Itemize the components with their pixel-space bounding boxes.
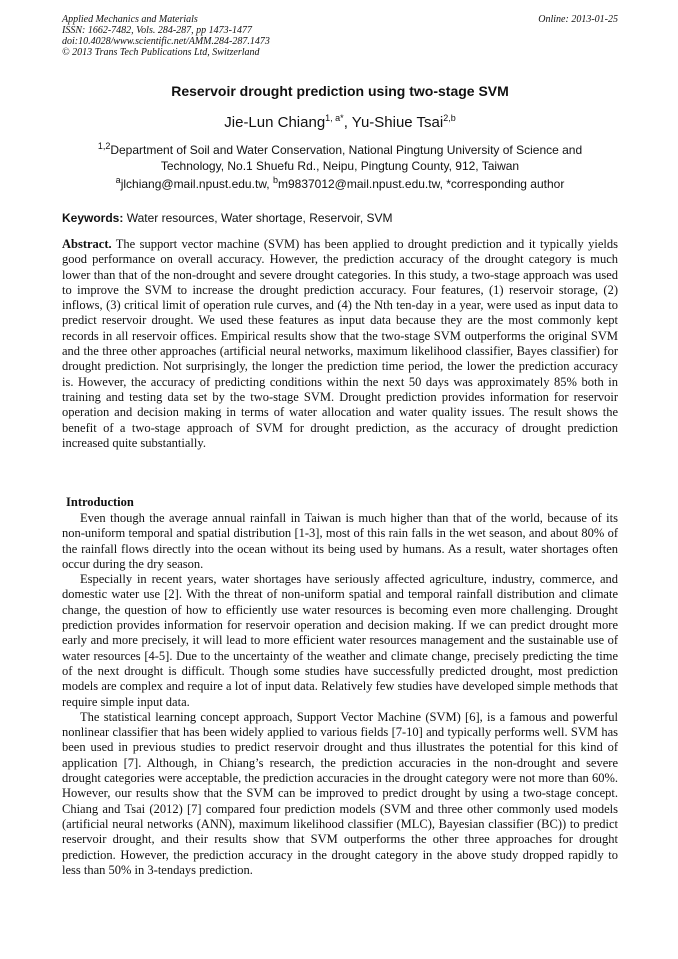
abstract (62, 237, 618, 451)
keywords-text: Water resources, Water shortage, Reservoir, SVM (123, 211, 393, 225)
paper-title: Reservoir drought prediction using two-stage SVM (171, 83, 509, 99)
email-a: jlchiang@mail.npust.edu.tw, (120, 177, 273, 191)
email-b-sup: b (272, 175, 278, 185)
email-b: m9837012@mail.npust.edu.tw, *corresponding author (277, 177, 565, 191)
doi-line: doi:10.4028/www.scientific.net/AMM.284-287.1473 (62, 36, 270, 47)
author-1-name: Jie-Lun Chiang (224, 114, 326, 131)
affiliation-sup: 1,2 (97, 141, 111, 151)
affiliation-line-2: Technology, No.1 Shuefu Rd., Neipu, Pingtung County, 912, Taiwan (160, 159, 520, 173)
author-2-sup: 2,b (443, 113, 456, 123)
keywords (62, 211, 618, 225)
copyright-line: © 2013 Trans Tech Publications Ltd, Switzerland (62, 47, 260, 58)
affiliation (62, 138, 618, 174)
email-a-sup: a (115, 175, 121, 185)
issn-line: ISSN: 1662-7482, Vols. 284-287, pp 1473-1477 (62, 25, 252, 36)
introduction-body (62, 511, 618, 878)
email-line (62, 175, 618, 191)
author-separator: , (343, 114, 352, 131)
intro-paragraph-2: Especially in recent years, water shortages have seriously affected agriculture, industry, commerce, and domestic water use [2]. With the threat of non-uniform spatial and temporal rainfall distribution and climate change, the question of how to efficiently use water resources is becoming even more challenging. Drought prediction provides information for reservoir operation and decision making. If we can predict drought more early and more precisely, it will lead to more efficient water resources management and the sustainable use of water resources [4-5]. Due to the uncertainty of the weather and climate change, precisely predicting the time of the next drought is difficult. Though some studies have successfully predicted drought, most prediction models are complex and require a lot of input data. Relatively few studies have developed simple methods that require simple input data. (62, 572, 618, 709)
intro-paragraph-3: The statistical learning concept approach, Support Vector Machine (SVM) [6], is a famous and powerful nonlinear classifier that has been widely applied to various fields [7-10] and typically performs well. SVM has been used in previous studies to predict reservoir drought and thus illustrates the potential for this kind of application [7]. Although, in Chiang’s research, the prediction accuracies in the non-drought and severe drought categories were acceptable, the prediction accuracies in the drought category were not more than 60%. However, our results show that the SVM can be improved to predict drought by using a two-stage concept. Chiang and Tsai (2012) [7] compared four prediction models (SVM and three other commonly used models (artificial neural networks (ANN), maximum likelihood classifier (MLC), Bayesian classifier (BC)) to predict reservoir drought, and their results show that SVM outperforms the other three approaches for drought prediction. However, the prediction accuracy in the drought category in the above study dropped rapidly to less than 50% in 3-tendays prediction. (62, 709, 618, 877)
affiliation-line-1: Department of Soil and Water Conservation, National Pingtung University of Science and (110, 143, 583, 157)
author-1-sup: 1, a* (325, 113, 344, 123)
online-date: Online: 2013-01-25 (538, 14, 618, 25)
author-line (62, 113, 618, 131)
introduction-heading: Introduction (66, 495, 134, 509)
abstract-label: Abstract. (62, 237, 112, 251)
intro-paragraph-1: Even though the average annual rainfall in Taiwan is much higher than that of the world, because of its non-uniform temporal and spatial distribution [1-3], most of this rain falls in the wet season, and about 80% of the rainfall flows directly into the ocean without its being used by humans. As a result, water shortages often occur during the dry season. (62, 511, 618, 571)
journal-header (62, 14, 618, 58)
abstract-text: The support vector machine (SVM) has been applied to drought prediction and it typically yields good performance on overall accuracy. However, the prediction accuracy of the drought category is much lower than that of the non-drought and severe drought categories. In this study, a two-stage approach was used to improve the SVM to increase the drought prediction accuracy. Four features, (1) reservoir storage, (2) inflows, (3) critical limit of operation rule curves, and (4) the Nth ten-day in a year, were used as input data to predict reservoir drought. We used these features as input data because they are the most commonly kept records in all reservoir offices. Empirical results show that the two-stage SVM outperforms the original SVM and the three other approaches (artificial neural networks, maximum likelihood classifier, Bayes classifier) for drought prediction. Not surprisingly, the longer the prediction time period, the lower the prediction accuracy is. However, the accuracy of predicting conditions within the next 50 days was approximately 85% both in training and testing data set by the two-stage SVM. Drought prediction provides information for reservoir operation and decision making in terms of water allocation and water quality issues. The result shows the benefit of a two-stage approach of SVM for drought prediction, as the accuracy of drought prediction increased quite substantially. (62, 237, 618, 450)
keywords-label: Keywords: (62, 211, 124, 225)
author-2-name: Yu-Shiue Tsai (351, 114, 444, 131)
journal-name: Applied Mechanics and Materials (62, 14, 198, 25)
